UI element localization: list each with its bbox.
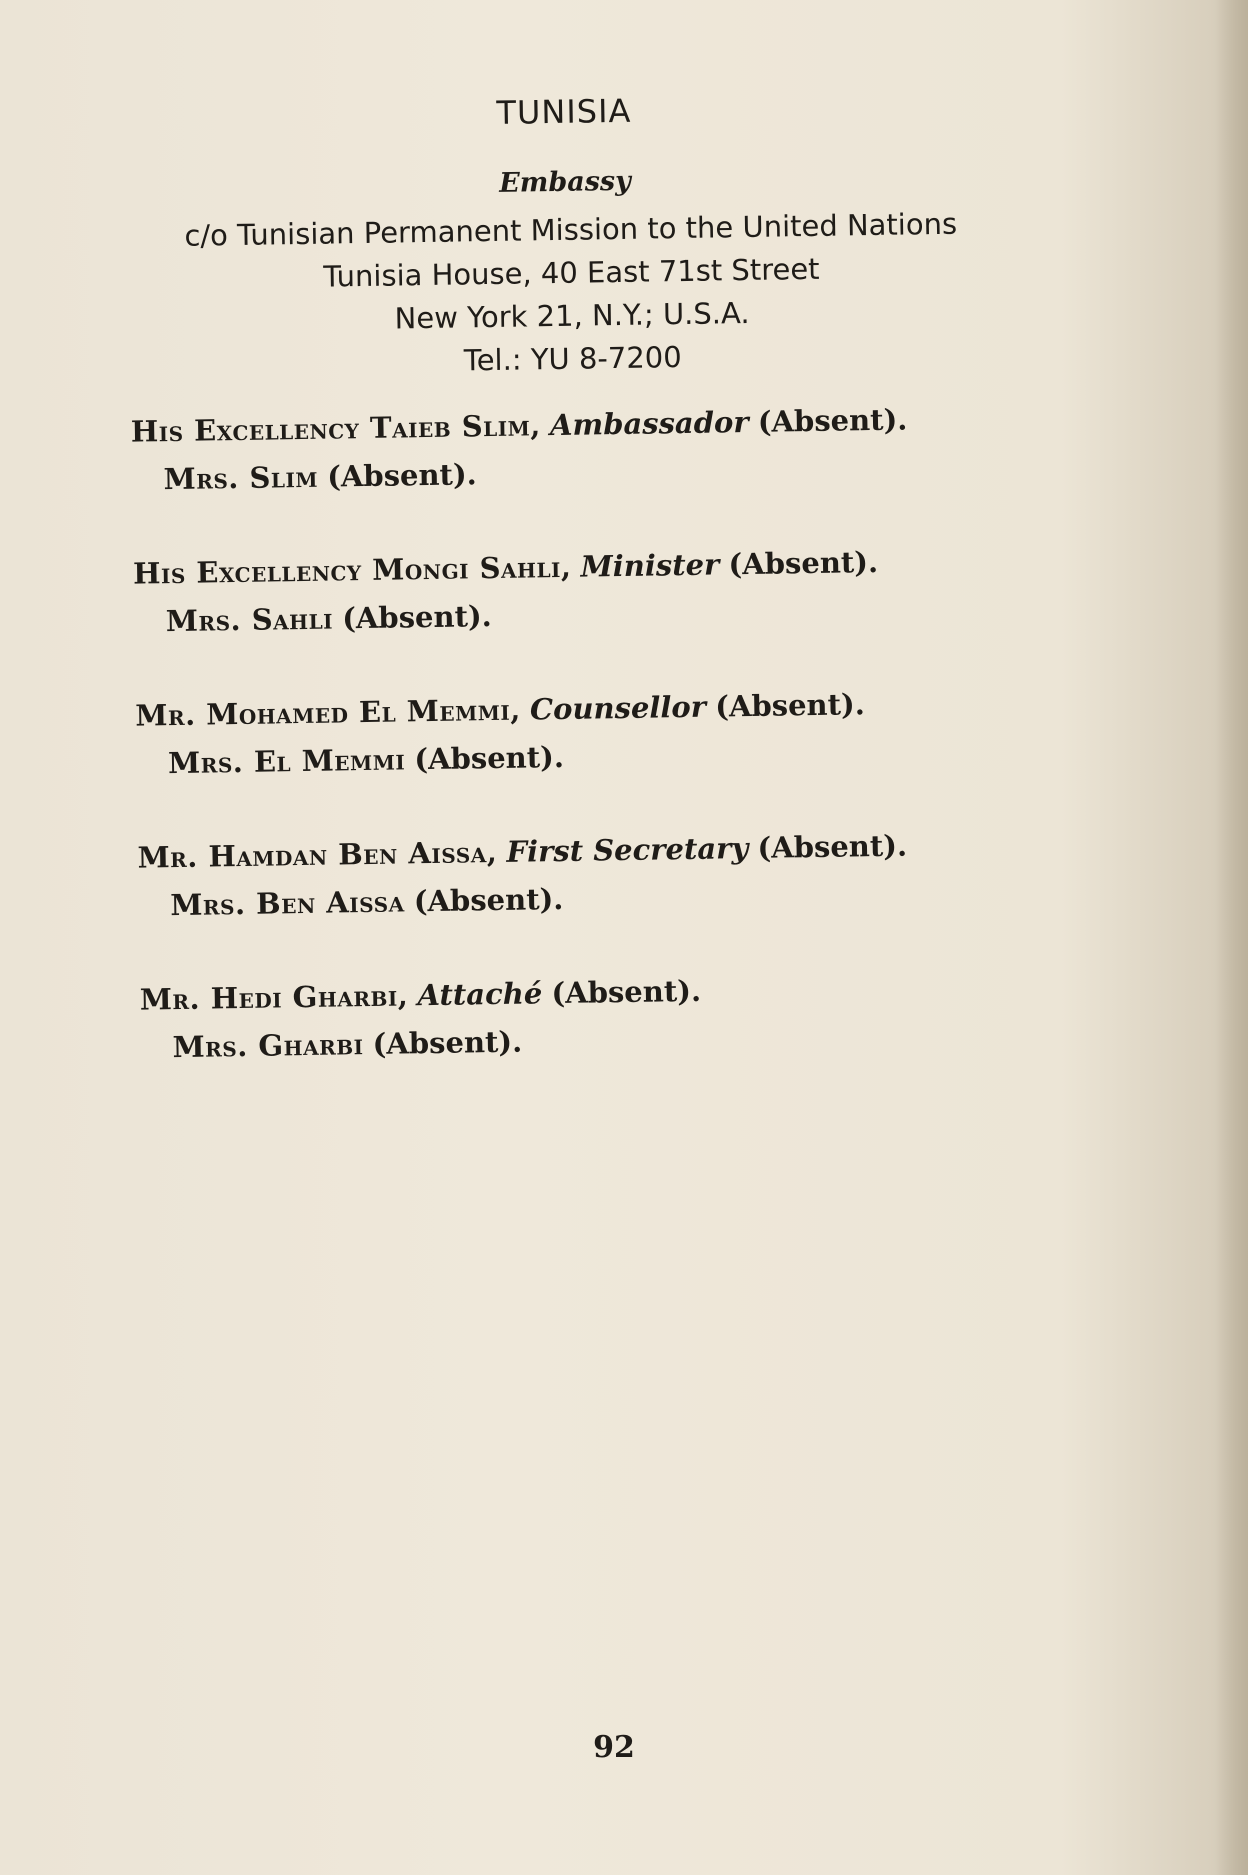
address-block	[0, 200, 1148, 390]
officer-title: Attaché	[417, 976, 543, 1013]
officer-status: (Absent).	[757, 402, 908, 439]
officer-title: Minister	[580, 547, 720, 584]
address-line: Tunisia House, 40 East 71st Street	[323, 251, 820, 294]
personnel-entry	[137, 819, 1098, 930]
country-heading: TUNISIA	[496, 91, 632, 132]
officer-name: His Excellency Mongi Sahli,	[132, 549, 572, 591]
officer-status: (Absent).	[551, 973, 702, 1011]
personnel-entry	[135, 677, 1096, 788]
personnel-list	[130, 393, 1101, 1118]
officer-name: Mr. Mohamed El Memmi,	[135, 692, 522, 733]
spouse-status: (Absent).	[341, 599, 493, 636]
personnel-entry	[133, 535, 1094, 646]
officer-status: (Absent).	[757, 828, 908, 865]
personnel-entry	[139, 961, 1100, 1072]
telephone-line: Tel.: YU 8-7200	[463, 340, 682, 378]
spouse-name: Mrs. El Memmi	[167, 742, 406, 781]
address-line: c/o Tunisian Permanent Mission to the United Nations	[184, 206, 958, 253]
officer-status: (Absent).	[714, 687, 866, 724]
officer-title: Ambassador	[549, 404, 749, 443]
officer-title: Counsellor	[529, 689, 707, 727]
personnel-entry	[130, 393, 1091, 504]
spouse-name: Mrs. Sahli	[165, 601, 334, 639]
spouse-status: (Absent).	[326, 457, 478, 494]
officer-name: Mr. Hamdan Ben Aissa,	[137, 834, 498, 875]
spouse-status: (Absent).	[413, 881, 564, 919]
spouse-status: (Absent).	[372, 1024, 523, 1061]
officer-name: Mr. Hedi Gharbi,	[139, 978, 409, 1017]
spouse-name: Mrs. Slim	[163, 459, 319, 497]
address-line: New York 21, N.Y.; U.S.A.	[394, 295, 750, 336]
spouse-name: Mrs. Gharbi	[172, 1027, 364, 1065]
page-number: 92	[593, 1730, 635, 1765]
officer-title: First Secretary	[506, 831, 749, 869]
section-subheading: Embassy	[498, 165, 632, 199]
spouse-name: Mrs. Ben Aissa	[170, 884, 405, 923]
spouse-status: (Absent).	[414, 739, 565, 777]
officer-name: His Excellency Taieb Slim,	[130, 408, 542, 449]
officer-status: (Absent).	[728, 544, 879, 582]
